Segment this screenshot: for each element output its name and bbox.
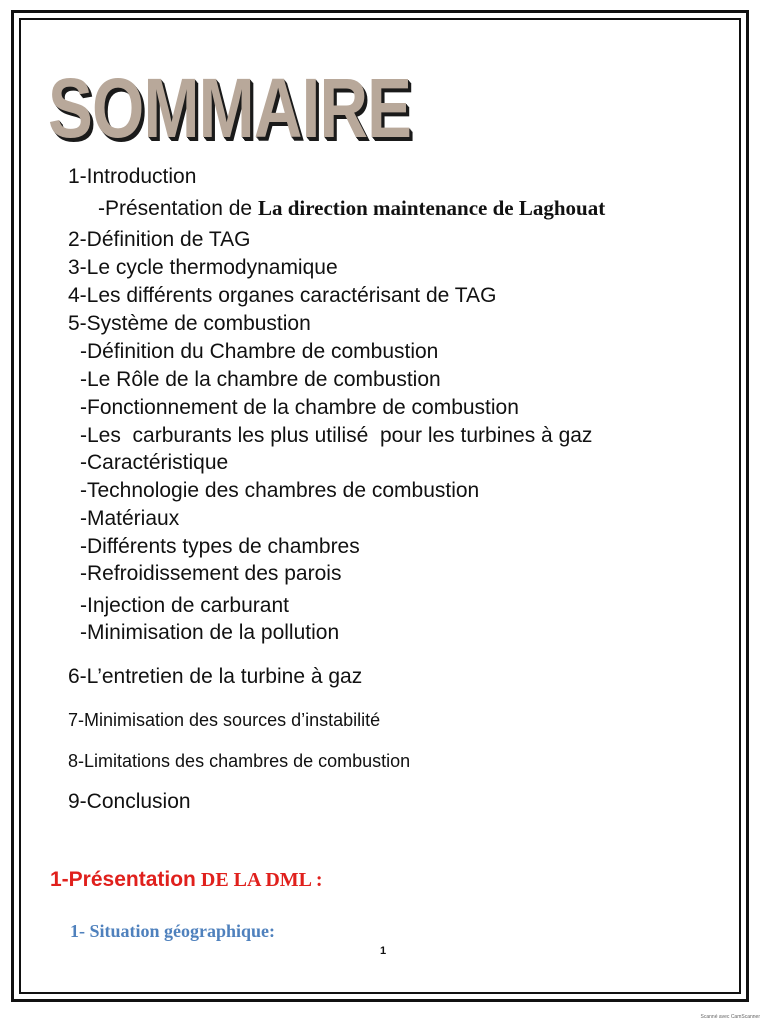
toc-item-emphasis: La direction maintenance de Laghouat xyxy=(257,196,606,220)
toc-item: -Refroidissement des parois xyxy=(80,562,342,585)
toc-item: -Matériaux xyxy=(80,507,180,530)
toc-item: -Fonctionnement de la chambre de combustion xyxy=(80,396,519,419)
toc-item: 1-Introduction xyxy=(68,165,197,188)
toc-item: -Les carburants les plus utilisé pour les turbines à gaz xyxy=(80,424,593,447)
toc-item: -Présentation de La direction maintenance de Laghouat xyxy=(98,196,606,220)
page-number: 1 xyxy=(380,945,387,957)
toc-item: -Caractéristique xyxy=(80,451,229,474)
toc-item: -Technologie des chambres de combustion xyxy=(80,479,480,502)
toc-item: 9-Conclusion xyxy=(68,790,191,813)
toc-item: 8-Limitations des chambres de combustion xyxy=(68,751,411,771)
section-heading-prefix: 1-Présentation xyxy=(50,868,196,891)
toc-item: -Définition du Chambre de combustion xyxy=(80,340,439,363)
page-title: SOMMAIRE xyxy=(48,61,412,155)
toc-item: 5-Système de combustion xyxy=(68,312,311,335)
toc-item: -Minimisation de la pollution xyxy=(80,621,340,644)
toc-item: 3-Le cycle thermodynamique xyxy=(68,256,338,279)
toc-item: -Le Rôle de la chambre de combustion xyxy=(80,368,441,391)
toc-item: 6-L’entretien de la turbine à gaz xyxy=(68,665,363,688)
toc-item: 4-Les différents organes caractérisant de TAG xyxy=(68,284,497,307)
section-heading xyxy=(50,868,323,892)
toc-item: -Différents types de chambres xyxy=(80,535,360,558)
page-border-outer xyxy=(11,10,749,1002)
toc-item: 2-Définition de TAG xyxy=(68,228,251,251)
section-heading-suffix: DE LA DML : xyxy=(195,869,323,891)
toc-item: -Injection de carburant xyxy=(80,594,289,617)
section-subheading: 1- Situation géographique: xyxy=(70,921,276,941)
toc-item: 7-Minimisation des sources d’instabilité xyxy=(68,710,381,730)
scanner-footer-note: Scanné avec CamScanner xyxy=(700,1014,760,1020)
